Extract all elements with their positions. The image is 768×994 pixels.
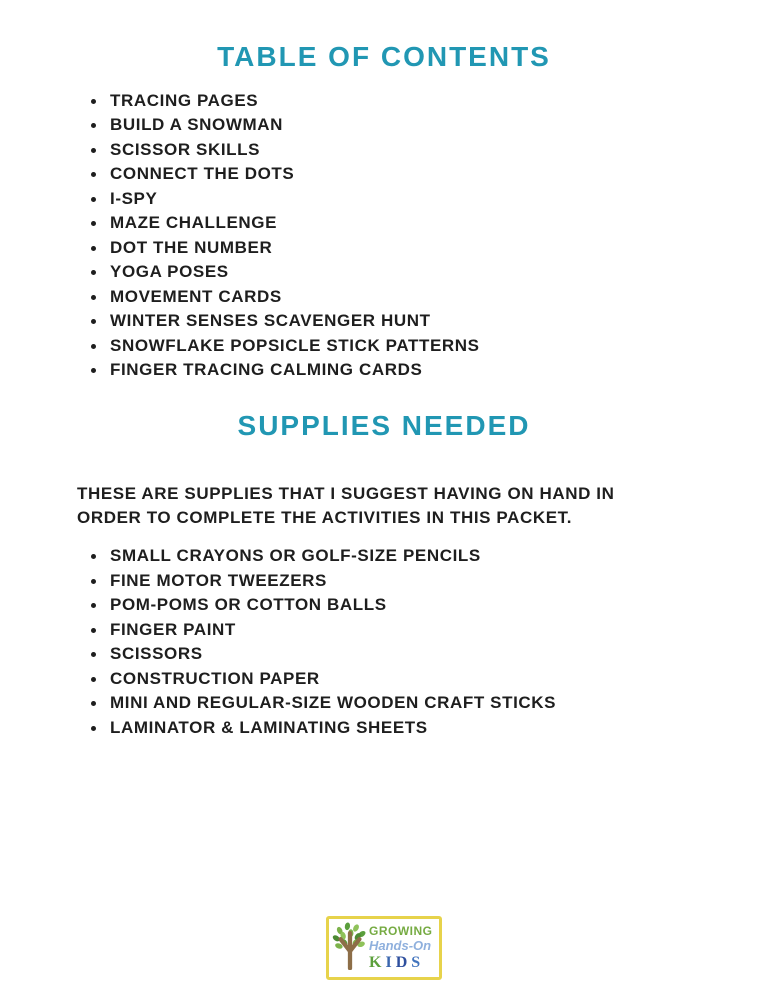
toc-item: MOVEMENT CARDS — [91, 285, 768, 310]
toc-list — [91, 89, 768, 383]
toc-item: DOT THE NUMBER — [91, 236, 768, 261]
supply-item: LAMINATOR & LAMINATING SHEETS — [91, 716, 768, 741]
supply-item: MINI AND REGULAR-SIZE WOODEN CRAFT STICKS — [91, 691, 768, 716]
tree-icon — [332, 922, 368, 975]
supply-item: FINGER PAINT — [91, 618, 768, 643]
toc-item: BUILD A SNOWMAN — [91, 113, 768, 138]
logo-text — [369, 925, 433, 971]
toc-title: TABLE OF CONTENTS — [217, 41, 551, 72]
supplies-list — [91, 544, 768, 740]
logo-hands-on-label: Hands-On — [369, 938, 432, 953]
toc-item: WINTER SENSES SCAVENGER HUNT — [91, 309, 768, 334]
supply-item: FINE MOTOR TWEEZERS — [91, 569, 768, 594]
logo-growing-label: GROWING — [369, 924, 433, 938]
supplies-intro-line: ORDER TO COMPLETE THE ACTIVITIES IN THIS PACKET. — [77, 507, 573, 527]
supplies-intro — [77, 482, 697, 529]
supply-item: CONSTRUCTION PAPER — [91, 667, 768, 692]
toc-item: TRACING PAGES — [91, 89, 768, 114]
toc-item: MAZE CHALLENGE — [91, 211, 768, 236]
supply-item: SCISSORS — [91, 642, 768, 667]
toc-item: SNOWFLAKE POPSICLE STICK PATTERNS — [91, 334, 768, 359]
toc-item: YOGA POSES — [91, 260, 768, 285]
logo-kids-letter: D — [395, 954, 412, 971]
logo-kids-letter: K — [369, 954, 386, 971]
toc-item: CONNECT THE DOTS — [91, 162, 768, 187]
toc-item: SCISSOR SKILLS — [91, 138, 768, 163]
logo-kids-letter: S — [411, 954, 425, 971]
toc-item: FINGER TRACING CALMING CARDS — [91, 358, 768, 383]
toc-item: I-SPY — [91, 187, 768, 212]
supply-item: SMALL CRAYONS OR GOLF-SIZE PENCILS — [91, 544, 768, 569]
growing-hands-on-kids-logo — [326, 916, 442, 980]
logo-kids-letter: I — [385, 954, 396, 971]
supplies-title: SUPPLIES NEEDED — [237, 409, 531, 441]
supply-item: POM-POMS OR COTTON BALLS — [91, 593, 768, 618]
supplies-intro-line: THESE ARE SUPPLIES THAT I SUGGEST HAVING ON HAND IN — [77, 484, 615, 504]
logo-kids-label — [369, 955, 424, 971]
